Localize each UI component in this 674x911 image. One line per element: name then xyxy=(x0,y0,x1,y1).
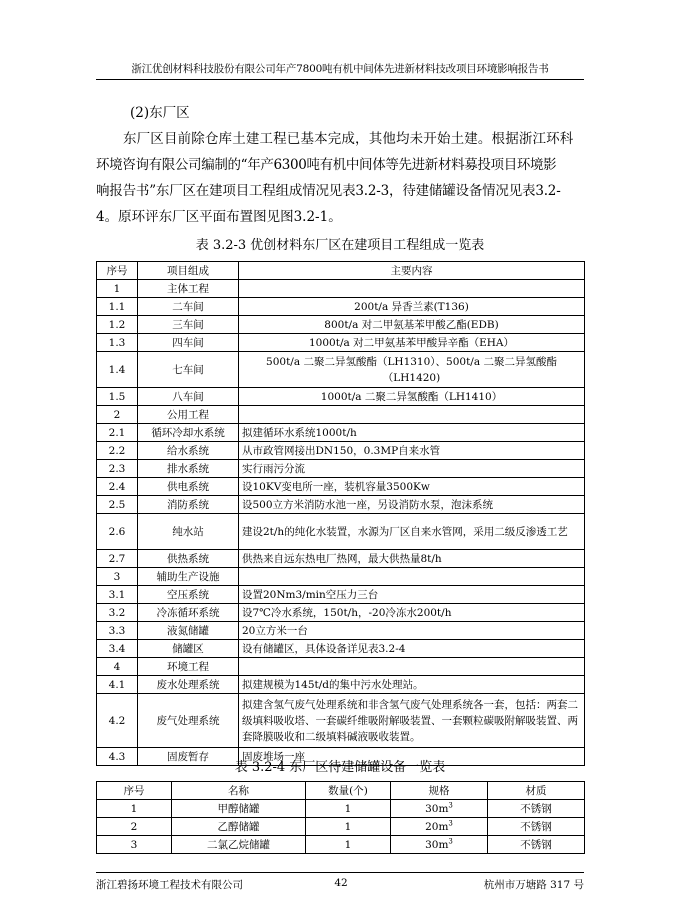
cell-content: 1000t/a 对二甲氨基苯甲酸异辛酯（EHA） xyxy=(239,334,585,352)
footer-company: 浙江碧扬环境工程技术有限公司 xyxy=(96,879,243,891)
cell-item: 二车间 xyxy=(138,298,239,316)
cell-no: 2.4 xyxy=(97,478,138,496)
table-row xyxy=(97,676,585,694)
cell-item: 公用工程 xyxy=(138,406,239,424)
table-header-row xyxy=(97,782,585,800)
table-row xyxy=(97,836,585,854)
cell-material: 不锈钢 xyxy=(488,818,585,836)
cell-content: 设10KV变电所一座，装机容量3500Kw xyxy=(239,478,585,496)
table-row xyxy=(97,800,585,818)
column-header: 项目组成 xyxy=(138,262,239,280)
table-row xyxy=(97,316,585,334)
cell-content: 建设2t/h的纯化水装置，水源为厂区自来水管网，采用二级反渗透工艺 xyxy=(239,514,585,550)
cell-no: 1.4 xyxy=(97,352,138,388)
footer-divider xyxy=(96,872,584,873)
cell-content: 拟建含氢气废气处理系统和非含氢气废气处理系统各一套，包括：两套二级填料吸收塔、一套碳纤维吸附解吸装置、一套颗粒碳吸附解吸装置、两套降膜吸收和二级填料碱液吸收装置。 xyxy=(239,694,585,748)
table-row xyxy=(97,280,585,298)
spec-value: 30m xyxy=(425,838,449,851)
table-row xyxy=(97,478,585,496)
column-header: 序号 xyxy=(97,782,172,800)
table-row xyxy=(97,442,585,460)
cell-content: 20立方米一台 xyxy=(239,622,585,640)
cell-content: 实行雨污分流 xyxy=(239,460,585,478)
cell-item: 废水处理系统 xyxy=(138,676,239,694)
table2-caption: 表 3.2-4 东厂区待建储罐设备一览表 xyxy=(234,760,446,775)
cell-no: 2.5 xyxy=(97,496,138,514)
spec-value: 30m xyxy=(425,802,449,815)
spec-superscript: 3 xyxy=(448,801,453,809)
cell-item: 废气处理系统 xyxy=(138,694,239,748)
cell-spec xyxy=(391,818,488,836)
table-row xyxy=(97,460,585,478)
column-header: 序号 xyxy=(97,262,138,280)
table-row xyxy=(97,424,585,442)
page-number: 42 xyxy=(334,877,348,889)
cell-item: 排水系统 xyxy=(138,460,239,478)
cell-item: 储罐区 xyxy=(138,640,239,658)
cell-material: 不锈钢 xyxy=(488,800,585,818)
cell-no: 2.1 xyxy=(97,424,138,442)
table-row xyxy=(97,334,585,352)
table-row xyxy=(97,640,585,658)
cell-content: 设500立方米消防水池一座，另设消防水泵，泡沫系统 xyxy=(239,496,585,514)
cell-content: 设置20Nm3/min空压力三台 xyxy=(239,586,585,604)
cell-quantity: 1 xyxy=(306,800,391,818)
cell-no: 3.4 xyxy=(97,640,138,658)
table-row xyxy=(97,388,585,406)
column-header: 规格 xyxy=(391,782,488,800)
cell-content: 800t/a 对二甲氨基苯甲酸乙酯(EDB) xyxy=(239,316,585,334)
cell-item: 供热系统 xyxy=(138,550,239,568)
table-row xyxy=(97,496,585,514)
cell-no: 2.2 xyxy=(97,442,138,460)
cell-item: 辅助生产设施 xyxy=(138,568,239,586)
cell-item: 液氮储罐 xyxy=(138,622,239,640)
spec-value: 20m xyxy=(425,820,449,833)
table1-caption: 表 3.2-3 优创材料东厂区在建项目工程组成一览表 xyxy=(195,238,485,253)
cell-item: 消防系统 xyxy=(138,496,239,514)
table-row xyxy=(97,568,585,586)
header-divider xyxy=(96,79,584,80)
table-row xyxy=(97,622,585,640)
table-row xyxy=(97,406,585,424)
cell-no: 4.3 xyxy=(97,748,138,766)
column-header: 数量(个) xyxy=(306,782,391,800)
column-header: 名称 xyxy=(172,782,306,800)
cell-item: 纯水站 xyxy=(138,514,239,550)
cell-content xyxy=(239,658,585,676)
cell-no: 3.2 xyxy=(97,604,138,622)
cell-content: 从市政管网接出DN150，0.3MP自来水管 xyxy=(239,442,585,460)
table-row xyxy=(97,604,585,622)
cell-name: 乙醇储罐 xyxy=(172,818,306,836)
cell-content xyxy=(239,406,585,424)
cell-name: 二氯乙烷储罐 xyxy=(172,836,306,854)
cell-content: 200t/a 异香兰素(T136) xyxy=(239,298,585,316)
cell-no: 2.6 xyxy=(97,514,138,550)
section-title: (2)东厂区 xyxy=(130,105,190,121)
table-row xyxy=(97,658,585,676)
cell-item: 八车间 xyxy=(138,388,239,406)
table-row xyxy=(97,694,585,748)
footer-address: 杭州市万塘路 317 号 xyxy=(483,879,584,891)
table-header-row xyxy=(97,262,585,280)
cell-no: 2 xyxy=(97,406,138,424)
page-header: 浙江优创材料科技股份有限公司年产7800吨有机中间体先进新材料技改项目环境影响报告书 xyxy=(131,63,549,75)
paragraph-line: 响报告书”东厂区在建项目工程组成情况见表3.2-3，待建储罐设备情况见表3.2- xyxy=(96,183,561,199)
cell-content: 固废堆场一座 xyxy=(239,748,585,766)
cell-no: 1.5 xyxy=(97,388,138,406)
cell-no: 3.3 xyxy=(97,622,138,640)
cell-quantity: 1 xyxy=(306,818,391,836)
storage-tank-table xyxy=(96,781,585,854)
cell-item: 环境工程 xyxy=(138,658,239,676)
cell-content: 500t/a 二聚二异氢酸酯（LH1310）、500t/a 二聚二异氢酸酯（LH1420) xyxy=(239,352,585,388)
cell-content: 拟建循环水系统1000t/h xyxy=(239,424,585,442)
cell-no: 4 xyxy=(97,658,138,676)
section-paragraph xyxy=(96,126,584,230)
cell-no: 2 xyxy=(97,818,172,836)
cell-no: 3 xyxy=(97,836,172,854)
cell-item: 循环冷却水系统 xyxy=(138,424,239,442)
paragraph-line: 环境咨询有限公司编制的“年产6300吨有机中间体等先进新材料募投项目环境影 xyxy=(96,157,557,173)
cell-no: 3 xyxy=(97,568,138,586)
cell-item: 固废暂存 xyxy=(138,748,239,766)
cell-item: 三车间 xyxy=(138,316,239,334)
paragraph-line: 4。原环评东厂区平面布置图见图3.2-1。 xyxy=(96,209,342,225)
cell-content: 设7℃冷水系统，150t/h，-20冷冻水200t/h xyxy=(239,604,585,622)
spec-superscript: 3 xyxy=(448,837,453,845)
cell-no: 1.3 xyxy=(97,334,138,352)
cell-item: 供电系统 xyxy=(138,478,239,496)
table-row xyxy=(97,298,585,316)
cell-no: 1 xyxy=(97,280,138,298)
table-row xyxy=(97,586,585,604)
cell-content: 拟建规模为145t/d的集中污水处理站。 xyxy=(239,676,585,694)
cell-content: 供热来自远东热电厂热网，最大供热量8t/h xyxy=(239,550,585,568)
cell-no: 4.2 xyxy=(97,694,138,748)
column-header: 主要内容 xyxy=(239,262,585,280)
cell-content xyxy=(239,280,585,298)
cell-name: 甲醇储罐 xyxy=(172,800,306,818)
table-row xyxy=(97,514,585,550)
cell-item: 给水系统 xyxy=(138,442,239,460)
cell-no: 2.3 xyxy=(97,460,138,478)
project-composition-table xyxy=(96,261,585,766)
cell-no: 4.1 xyxy=(97,676,138,694)
cell-no: 1.1 xyxy=(97,298,138,316)
column-header: 材质 xyxy=(488,782,585,800)
cell-content: 设有储罐区，具体设备详见表3.2-4 xyxy=(239,640,585,658)
table-row xyxy=(97,352,585,388)
cell-no: 2.7 xyxy=(97,550,138,568)
cell-no: 3.1 xyxy=(97,586,138,604)
cell-content: 1000t/a 二聚二异氢酸酯（LH1410） xyxy=(239,388,585,406)
table-row xyxy=(97,818,585,836)
paragraph-line: 东厂区目前除仓库土建工程已基本完成，其他均未开始土建。根据浙江环科 xyxy=(123,131,574,147)
cell-item: 四车间 xyxy=(138,334,239,352)
cell-quantity: 1 xyxy=(306,836,391,854)
cell-item: 主体工程 xyxy=(138,280,239,298)
cell-item: 空压系统 xyxy=(138,586,239,604)
cell-item: 冷冻循环系统 xyxy=(138,604,239,622)
spec-superscript: 3 xyxy=(448,819,453,827)
cell-content xyxy=(239,568,585,586)
cell-item: 七车间 xyxy=(138,352,239,388)
cell-no: 1.2 xyxy=(97,316,138,334)
cell-spec xyxy=(391,800,488,818)
cell-material: 不锈钢 xyxy=(488,836,585,854)
cell-spec xyxy=(391,836,488,854)
cell-no: 1 xyxy=(97,800,172,818)
table-row xyxy=(97,550,585,568)
